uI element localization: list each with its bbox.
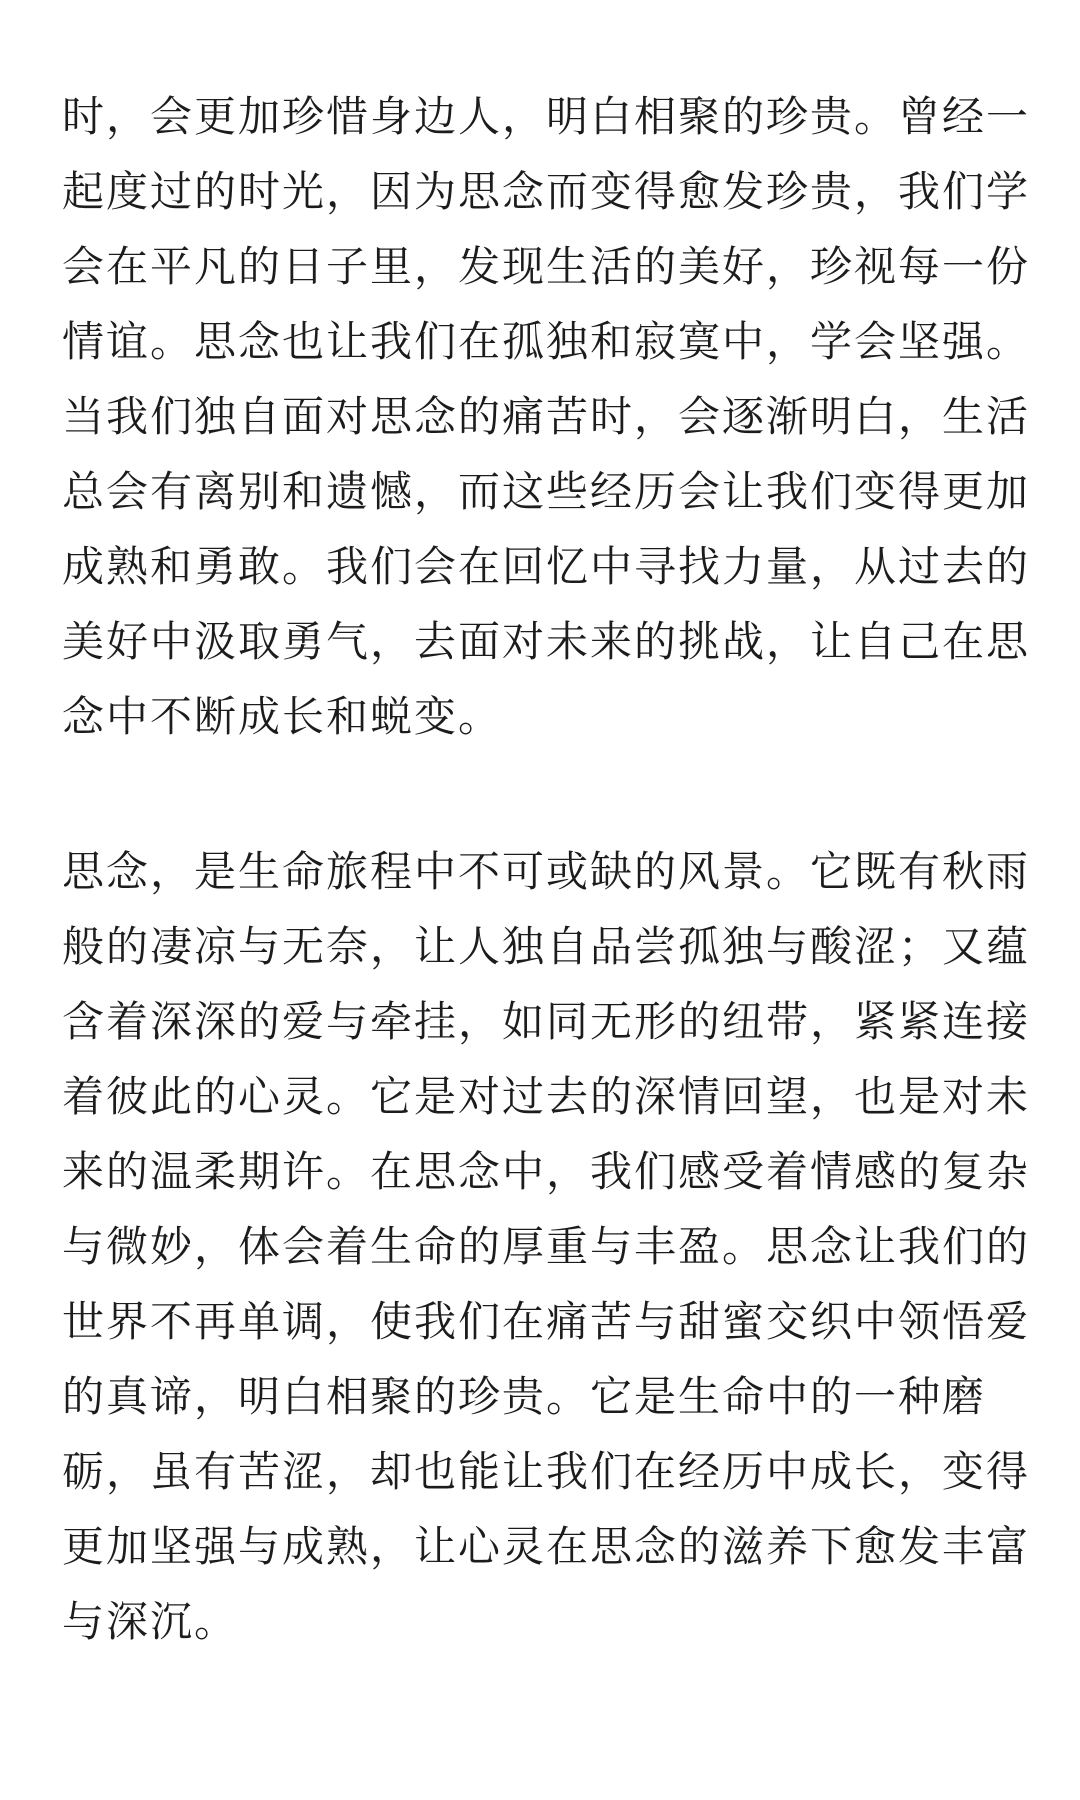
text-line: 砺，虽有苦涩，却也能让我们在经历中成长，变得 (62, 1447, 1031, 1496)
text-line: 般的凄凉与无奈，让人独自品尝孤独与酸涩；又蕴 (62, 922, 1031, 971)
article-body (62, 79, 1031, 1659)
text-line: 思念，是生命旅程中不可或缺的风景。它既有秋雨 (62, 847, 1031, 896)
text-line: 起度过的时光，因为思念而变得愈发珍贵，我们学 (62, 167, 1031, 216)
text-line: 时，会更加珍惜身边人，明白相聚的珍贵。曾经一 (62, 92, 1031, 141)
text-line: 与深沉。 (62, 1597, 239, 1646)
paragraph-2 (62, 834, 1031, 1659)
text-line: 含着深深的爱与牵挂，如同无形的纽带，紧紧连接 (62, 997, 1031, 1046)
paragraph-1 (62, 79, 1031, 754)
text-line: 来的温柔期许。在思念中，我们感受着情感的复杂 (62, 1147, 1031, 1196)
text-line: 总会有离别和遗憾，而这些经历会让我们变得更加 (62, 467, 1031, 516)
text-line: 与微妙，体会着生命的厚重与丰盈。思念让我们的 (62, 1222, 1031, 1271)
text-line: 的真谛，明白相聚的珍贵。它是生命中的一种磨 (62, 1372, 987, 1421)
text-line: 成熟和勇敢。我们会在回忆中寻找力量，从过去的 (62, 542, 1031, 591)
text-line: 美好中汲取勇气，去面对未来的挑战，让自己在思 (62, 617, 1031, 666)
text-line: 着彼此的心灵。它是对过去的深情回望，也是对未 (62, 1072, 1031, 1121)
text-line: 当我们独自面对思念的痛苦时，会逐渐明白，生活 (62, 392, 1031, 441)
text-line: 会在平凡的日子里，发现生活的美好，珍视每一份 (62, 242, 1031, 291)
text-line: 念中不断成长和蜕变。 (62, 692, 503, 741)
text-line: 世界不再单调，使我们在痛苦与甜蜜交织中领悟爱 (62, 1297, 1031, 1346)
text-line: 情谊。思念也让我们在孤独和寂寞中，学会坚强。 (62, 317, 1031, 366)
text-line: 更加坚强与成熟，让心灵在思念的滋养下愈发丰富 (62, 1522, 1031, 1571)
